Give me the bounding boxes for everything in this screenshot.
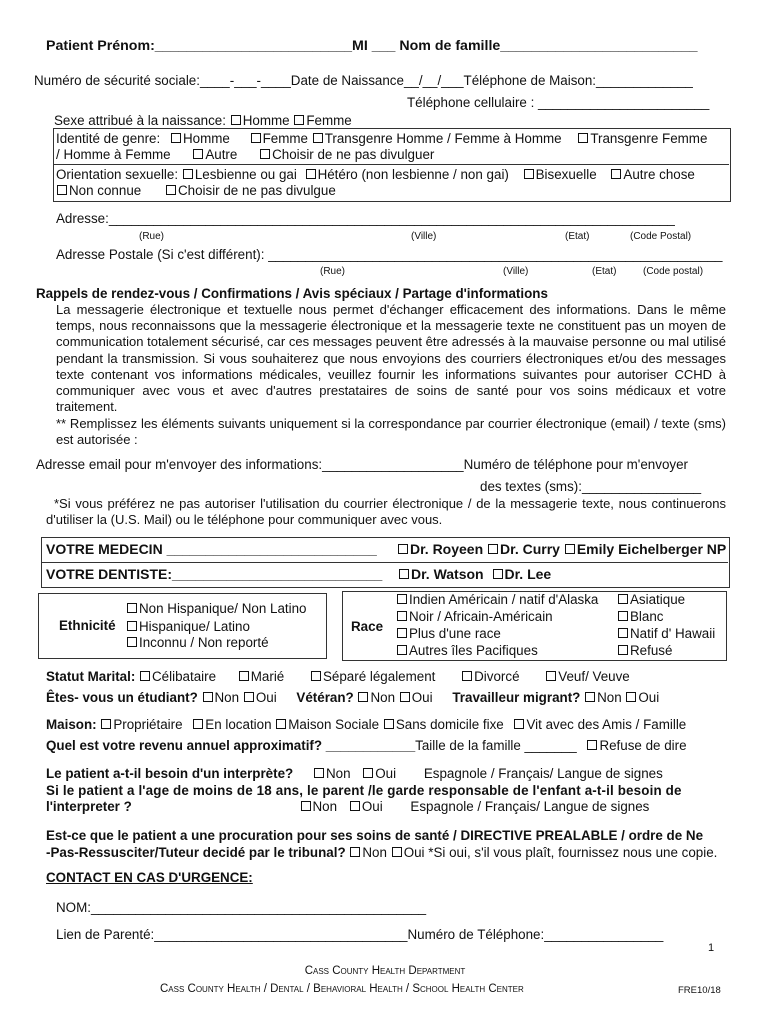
checkbox-minor-no[interactable] — [301, 801, 311, 811]
opt-divorced: Divorcé — [474, 669, 520, 684]
checkbox-gender-decline[interactable] — [260, 149, 270, 159]
opt-native-american: Indien Américain / natif d'Alaska — [409, 592, 599, 607]
checkbox-black[interactable] — [397, 611, 407, 621]
gender-row — [56, 131, 707, 147]
minor-interpreter-question-end: l'interpreter ? — [46, 799, 132, 814]
emergency-name-line[interactable]: NOM:_____________________________________________ — [56, 900, 427, 915]
opt-renting: En location — [205, 717, 272, 732]
checkbox-veteran-no[interactable] — [358, 692, 368, 702]
opt-gender-decline: Choisir de ne pas divulguer — [272, 147, 435, 162]
checkbox-refuse-income[interactable] — [587, 740, 597, 750]
opt-student-yes: Oui — [255, 690, 277, 705]
checkbox-student-yes[interactable] — [244, 692, 254, 702]
page-number: 1 — [708, 942, 715, 954]
ethnicity-opt-2 — [126, 619, 250, 635]
checkbox-migrant-no[interactable] — [585, 692, 595, 702]
race-col2-1 — [617, 592, 685, 608]
checkbox-female[interactable] — [294, 115, 304, 125]
sex-at-birth-row — [54, 113, 352, 129]
gender-row-2 — [56, 147, 434, 163]
reminders-title: Rappels de rendez-vous / Confirmations / Avis spéciaux / Partage d'informations — [36, 286, 548, 301]
opt-owner: Propriétaire — [113, 717, 183, 732]
opt-white: Blanc — [630, 609, 664, 624]
opt-ethnicity-unknown: Inconnu / Non reporté — [139, 635, 269, 650]
checkbox-native-hawaiian[interactable] — [618, 628, 628, 638]
checkbox-straight[interactable] — [306, 169, 316, 179]
opt-refuse-income: Refuse de dire — [599, 738, 687, 753]
provider-divider — [41, 562, 728, 563]
footer-department: Cass County Health Department — [304, 965, 466, 977]
checkbox-student-no[interactable] — [203, 692, 213, 702]
gender-cont: / Homme à Femme — [56, 147, 171, 162]
race-col1-2 — [396, 609, 553, 625]
opt-widowed: Veuf/ Veuve — [558, 669, 630, 684]
ethnicity-label: Ethnicité — [59, 618, 116, 633]
doctor-options — [397, 541, 726, 557]
student-row — [46, 690, 659, 706]
poa-note: *Si oui, s'il vous plaît, fournissez nous une copie. — [428, 845, 718, 860]
veteran-label: Vétéran? — [296, 690, 354, 705]
opt-interpreter-yes: Oui — [375, 766, 397, 781]
opt-orientation-decline: Choisir de ne pas divulgue — [177, 183, 336, 198]
emergency-title: CONTACT EN CAS D'URGENCE: — [46, 870, 253, 885]
checkbox-unknown[interactable] — [57, 185, 67, 195]
checkbox-bisexual[interactable] — [524, 169, 534, 179]
checkbox-non-hispanic[interactable] — [127, 603, 137, 613]
identity-divider — [53, 164, 729, 165]
address-line[interactable]: Adresse:____________________________________________________________________________ — [56, 211, 675, 226]
opt-dr-royeen: Dr. Royeen — [410, 541, 484, 557]
opt-bisexual: Bisexuelle — [535, 167, 597, 182]
footer-services: Cass County Health / Dental / Behavioral Health / School Health Center — [160, 983, 524, 995]
checkbox-gender-homme[interactable] — [171, 133, 181, 143]
opt-pacific-islander: Autres îles Pacifiques — [409, 643, 538, 658]
opt-migrant-yes: Oui — [638, 690, 660, 705]
ssn-dob-phone-line[interactable]: Numéro de sécurité sociale:____-___-____Date de Naissance__/__/___Téléphone de Maison:_____________ — [34, 73, 693, 88]
student-label: Êtes- vous un étudiant? — [46, 690, 198, 705]
checkbox-dr-watson[interactable] — [399, 569, 409, 579]
checkbox-widowed[interactable] — [546, 671, 556, 681]
opt-lesbian-gay: Lesbienne ou gai — [194, 167, 297, 182]
checkbox-emily-np[interactable] — [565, 544, 575, 554]
interpreter-languages: Espagnole / Français/ Langue de signes — [423, 766, 663, 781]
poa-row — [46, 845, 717, 861]
opt-other-orientation: Autre chose — [623, 167, 695, 182]
checkbox-lives-with-friends[interactable] — [514, 719, 524, 729]
address-sub-city: (Ville) — [411, 231, 437, 242]
checkbox-divorced[interactable] — [462, 671, 472, 681]
race-label: Race — [351, 619, 384, 634]
race-col2-4 — [617, 643, 672, 659]
checkbox-trans-woman[interactable] — [578, 133, 588, 143]
opt-trans-man: Transgenre Homme / Femme à Homme — [324, 131, 562, 146]
opt-veteran-no: Non — [370, 690, 396, 705]
opt-single: Célibataire — [152, 669, 217, 684]
opt-dr-curry: Dr. Curry — [500, 541, 560, 557]
opt-dr-watson: Dr. Watson — [411, 566, 484, 582]
checkbox-veteran-yes[interactable] — [400, 692, 410, 702]
opt-lives-with-friends: Vit avec des Amis / Famille — [526, 717, 687, 732]
email-line[interactable]: Adresse email pour m'envoyer des informations:___________________Numéro de téléphone pour m'envoyer — [36, 457, 688, 472]
orientation-row — [56, 167, 695, 183]
interpreter-question: Le patient a-t-il besoin d'un interprète? — [46, 766, 294, 781]
postal-address-line[interactable]: Adresse Postale (Si c'est différent): _____________________________________________________________ — [56, 247, 723, 262]
income-row — [46, 738, 687, 754]
opt-minor-yes: Oui — [361, 799, 383, 814]
opt-hispanic: Hispanique/ Latino — [139, 619, 250, 634]
minor-interpreter-question: Si le patient a l'age de moins de 18 ans, le parent /le garde responsable de l'enfant a-t-il besoin de — [46, 783, 682, 798]
opt-student-no: Non — [214, 690, 240, 705]
checkbox-interpreter-yes[interactable] — [363, 768, 373, 778]
opt-homeless: Sans domicile fixe — [395, 717, 504, 732]
postal-sub-state: (Etat) — [592, 266, 617, 277]
address-sub-street: (Rue) — [139, 231, 165, 242]
doctor-label[interactable]: VOTRE MEDECIN ___________________________ — [46, 541, 377, 557]
minor-interpreter-row — [46, 799, 649, 815]
family-size-field[interactable]: Taille de la famille _______ — [415, 738, 577, 753]
checkbox-male[interactable] — [231, 115, 241, 125]
reminders-note: ** Remplissez les éléments suivants uniquement si la correspondance par courrier électronique (email) / texte (sms) est autorisée : — [56, 416, 726, 448]
opt-veteran-yes: Oui — [411, 690, 433, 705]
checkbox-other-orientation[interactable] — [611, 169, 621, 179]
race-col2-2 — [617, 609, 664, 625]
checkbox-multi-race[interactable] — [397, 628, 407, 638]
checkbox-orientation-decline[interactable] — [166, 185, 176, 195]
race-col2-3 — [617, 626, 715, 642]
postal-sub-street: (Rue) — [320, 266, 346, 277]
checkbox-pacific-islander[interactable] — [397, 645, 407, 655]
checkbox-minor-yes[interactable] — [350, 801, 360, 811]
dentist-label[interactable]: VOTRE DENTISTE:___________________________ — [46, 566, 383, 582]
checkbox-race-refused[interactable] — [618, 645, 628, 655]
opt-male: Homme — [242, 113, 290, 128]
cell-phone-line[interactable]: Téléphone cellulaire : _______________________ — [407, 95, 710, 110]
checkbox-trans-man[interactable] — [313, 133, 323, 143]
checkbox-poa-no[interactable] — [350, 847, 360, 857]
opt-non-hispanic: Non Hispanique/ Non Latino — [139, 601, 307, 616]
opt-poa-no: Non — [362, 845, 387, 860]
patient-name-line[interactable]: Patient Prénom:_________________________MI ___ Nom de famille_________________________ — [46, 38, 698, 54]
race-col1-1 — [396, 592, 598, 608]
opt-gender-femme: Femme — [262, 131, 308, 146]
checkbox-renting[interactable] — [193, 719, 203, 729]
checkbox-native-american[interactable] — [397, 594, 407, 604]
opt-black: Noir / Africain-Américain — [409, 609, 553, 624]
orientation-row-2 — [56, 183, 336, 199]
checkbox-asian[interactable] — [618, 594, 628, 604]
reminders-paragraph: La messagerie électronique et textuelle nous permet d'échanger efficacement des informations. Dans le même temps, nous reconnaissons que la messagerie électronique et la messagerie texte ne constituent pas un moyen de communication totalement sécurisé, car ces messages peuvent être adressés à la mauvaise personne ou mal utilisé pendant la transmission. Si vous souhaiterez que nous envoyions des courriers électroniques et/ou des messages texte contenant vos informations médicales, veuillez fournir les informations suivantes pour autoriser CCHD à communiquer avec vous et avec d'autres prestataires de soins de santé pour vos soins médicaux et votre traitement. — [56, 302, 726, 415]
checkbox-migrant-yes[interactable] — [626, 692, 636, 702]
opt-interpreter-no: Non — [325, 766, 351, 781]
opt-native-hawaiian: Natif d' Hawaii — [630, 626, 716, 641]
checkbox-homeless[interactable] — [384, 719, 394, 729]
opt-straight: Hétéro (non lesbienne / non gai) — [317, 167, 509, 182]
opt-minor-no: Non — [312, 799, 338, 814]
opt-gender-other: Autre — [205, 147, 238, 162]
checkbox-social-housing[interactable] — [276, 719, 286, 729]
opt-social-housing: Maison Sociale — [288, 717, 380, 732]
address-sub-state: (Etat) — [565, 231, 590, 242]
opt-emily-np: Emily Eichelberger NP — [576, 541, 727, 557]
checkbox-gender-other[interactable] — [193, 149, 203, 159]
housing-row — [46, 717, 686, 733]
opt-migrant-no: Non — [597, 690, 622, 705]
gender-label: Identité de genre: — [56, 131, 161, 146]
checkbox-single[interactable] — [140, 671, 150, 681]
opt-poa-yes: Oui — [403, 845, 425, 860]
checkbox-married[interactable] — [239, 671, 249, 681]
migrant-label: Travailleur migrant? — [452, 690, 581, 705]
checkbox-dr-curry[interactable] — [488, 544, 498, 554]
opt-female: Femme — [306, 113, 352, 128]
income-label[interactable]: Quel est votre revenu annuel approximatif? ____________ — [46, 738, 416, 753]
poa-question: Est-ce que le patient a une procuration pour ses soins de santé / DIRECTIVE PREALABLE / ordre de Ne — [46, 828, 704, 843]
opt-asian: Asiatique — [630, 592, 686, 607]
race-col1-3 — [396, 626, 501, 642]
checkbox-dr-lee[interactable] — [493, 569, 503, 579]
opt-race-refused: Refusé — [630, 643, 673, 658]
checkbox-lesbian-gay[interactable] — [183, 169, 193, 179]
poa-question-end: -Pas-Ressusciter/Tuteur decidé par le tribunal? — [46, 845, 346, 860]
race-col1-4 — [396, 643, 538, 659]
sms-line[interactable]: des textes (sms):________________ — [480, 479, 702, 494]
ethnicity-opt-3 — [126, 635, 269, 651]
orientation-label: Orientation sexuelle: — [56, 167, 179, 182]
postal-sub-zip: (Code postal) — [643, 266, 704, 277]
mail-paragraph: *Si vous préférez ne pas autoriser l'utilisation du courrier électronique / de la messagerie texte, nous continuerons d'utiliser la (U.S. Mail) ou le téléphone pour communiquer avec vous. — [46, 496, 726, 528]
opt-separated: Séparé légalement — [322, 669, 436, 684]
checkbox-interpreter-no[interactable] — [314, 768, 324, 778]
marital-row — [46, 669, 630, 685]
minor-interpreter-languages: Espagnole / Français/ Langue de signes — [410, 799, 650, 814]
checkbox-poa-yes[interactable] — [392, 847, 402, 857]
checkbox-separated[interactable] — [311, 671, 321, 681]
housing-label: Maison: — [46, 717, 97, 732]
sex-label: Sexe attribué à la naissance: — [54, 113, 226, 128]
checkbox-dr-royeen[interactable] — [398, 544, 408, 554]
checkbox-white[interactable] — [618, 611, 628, 621]
footer-form-code: FRE10/18 — [678, 985, 721, 996]
checkbox-owner[interactable] — [101, 719, 111, 729]
address-sub-zip: (Code Postal) — [630, 231, 692, 242]
opt-dr-lee: Dr. Lee — [504, 566, 552, 582]
checkbox-gender-femme[interactable] — [251, 133, 261, 143]
opt-married: Marié — [250, 669, 285, 684]
marital-label: Statut Marital: — [46, 669, 136, 684]
emergency-relation-line[interactable]: Lien de Parenté:__________________________________Numéro de Téléphone:________________ — [56, 927, 664, 942]
checkbox-hispanic[interactable] — [127, 621, 137, 631]
checkbox-ethnicity-unknown[interactable] — [127, 637, 137, 647]
opt-unknown: Non connue — [69, 183, 142, 198]
dentist-options — [398, 566, 551, 582]
opt-multi-race: Plus d'une race — [409, 626, 501, 641]
opt-trans-woman: Transgenre Femme — [590, 131, 708, 146]
interpreter-row — [46, 766, 663, 782]
ethnicity-opt-1 — [126, 601, 307, 617]
postal-sub-city: (Ville) — [503, 266, 529, 277]
opt-gender-homme: Homme — [182, 131, 230, 146]
